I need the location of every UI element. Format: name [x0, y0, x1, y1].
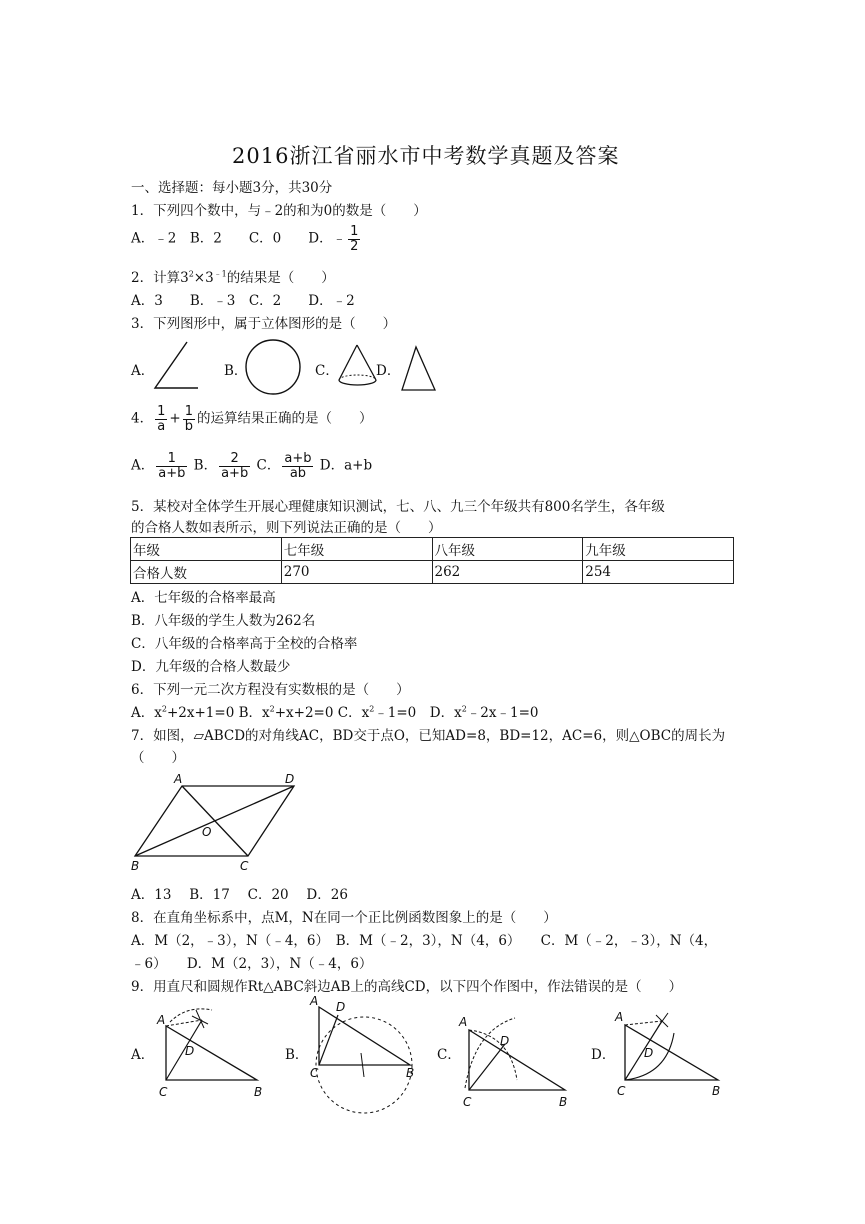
- q4-f2-denominator: b: [184, 418, 193, 434]
- table-cell: 合格人数: [131, 561, 282, 584]
- q9b-label-d: D: [336, 1000, 346, 1014]
- q9d-label-b: B: [712, 1084, 721, 1098]
- table-header-cell: 八年级: [432, 538, 583, 561]
- q8-options-line2: ﹣6） D．M（2，3），N（﹣4，6）: [131, 956, 373, 972]
- q2-exp1: 2: [188, 269, 194, 279]
- table-header-cell: 九年级: [583, 538, 734, 561]
- table-cell: 270: [281, 561, 432, 584]
- q6-opt-part5: ﹣2x﹣1=0: [466, 705, 539, 721]
- table-row: [131, 561, 734, 584]
- q4-c-denominator: ab: [289, 465, 307, 481]
- q4-number: 4．: [131, 410, 154, 427]
- q5-stem-line2: 的合格人数如表所示，则下列说法正确的是（ ）: [131, 520, 442, 536]
- q4-label-a: A．: [131, 457, 155, 474]
- q4-fraction-2: [183, 405, 195, 433]
- q6-stem: 6．下列一元二次方程没有实数根的是（ ）: [131, 682, 410, 698]
- label-a: A: [174, 772, 183, 786]
- q4-options: [131, 452, 372, 480]
- q4-stem: [131, 405, 372, 433]
- q9a-label-c: C: [159, 1085, 168, 1099]
- q4-b-fraction: [219, 452, 250, 480]
- q1-d-denominator: 2: [350, 238, 359, 254]
- q2-stem-a: 2．计算3: [131, 270, 189, 286]
- label-d: D: [285, 772, 295, 786]
- table-cell: 254: [583, 561, 734, 584]
- q9-label-a: A．: [131, 1047, 155, 1063]
- q2-stem-b: ×3: [193, 270, 214, 286]
- q9-label-b: B．: [285, 1047, 309, 1063]
- label-c: C: [240, 859, 249, 873]
- q2-options: A．3 B．﹣3 C．2 D．﹣2: [131, 293, 355, 309]
- q2-exp2: ﹣1: [213, 269, 227, 279]
- q4-c-fraction: [282, 452, 313, 480]
- q5-option-d: D．九年级的合格人数最少: [131, 659, 291, 675]
- construction-figure-c: [455, 1010, 575, 1110]
- cone-figure: [335, 343, 380, 391]
- q6-square-4: 2: [461, 704, 467, 714]
- q9d-label-a: A: [615, 1010, 624, 1024]
- construction-figure-b: [306, 995, 426, 1110]
- q4-label-c: C．: [256, 457, 281, 474]
- q1-d-sign: ﹣: [332, 230, 347, 247]
- q4-a-denominator: a+b: [158, 465, 186, 481]
- table-cell: 262: [432, 561, 583, 584]
- q9-stem: 9．用直尺和圆规作Rt△ABC斜边AB上的高线CD，以下四个作图中，作法错误的是（ ）: [131, 979, 683, 995]
- q5-option-b: B．八年级的学生人数为262名: [131, 613, 316, 629]
- q4-f2-numerator: 1: [184, 404, 193, 419]
- q1-stem: 1．下列四个数中，与﹣2的和为0的数是（ ）: [131, 203, 427, 219]
- q6-options: [131, 701, 539, 721]
- q4-label-b: B．: [193, 457, 218, 474]
- section-heading: 一、选择题：每小题3分，共30分: [131, 180, 333, 196]
- q3-stem: 3．下列图形中，属于立体图形的是（ ）: [131, 316, 397, 332]
- q4-plus: +: [169, 410, 181, 427]
- q3-label-c: C．: [315, 363, 339, 379]
- q8-stem: 8．在直角坐标系中，点M，N在同一个正比例函数图象上的是（ ）: [131, 910, 557, 926]
- q1-options: [131, 225, 362, 253]
- construction-figure-a: [152, 1000, 272, 1100]
- grade-table: [130, 537, 734, 584]
- q6-opt-part1: A．x: [131, 705, 162, 721]
- q7-stem-line1: 7．如图，▱ABCD的对角线AC，BD交于点O，已知AD=8，BD=12，AC=6，则△OBC的周长为: [131, 728, 726, 744]
- label-o: O: [202, 825, 212, 839]
- circle-figure: [243, 338, 303, 396]
- q9-label-d: D．: [591, 1047, 616, 1063]
- q6-square-2: 2: [269, 704, 275, 714]
- q5-stem-line1: 5．某校对全体学生开展心理健康知识测试，七、八、九三个年级共有800名学生，各年级: [131, 499, 665, 515]
- q9a-label-b: B: [254, 1085, 263, 1099]
- q9c-label-b: B: [559, 1095, 568, 1109]
- q4-f1-numerator: 1: [157, 404, 166, 419]
- q9d-label-d: D: [644, 1046, 654, 1060]
- q6-opt-part2: +2x+1=0 B．x: [166, 705, 270, 721]
- q6-opt-part4: ﹣1=0 D．x: [374, 705, 462, 721]
- q5-option-c: C．八年级的合格率高于全校的合格率: [131, 636, 358, 652]
- q1-options-text: A．﹣2 B．2 C．0 D．: [131, 230, 333, 247]
- q9b-label-b: B: [406, 1066, 415, 1080]
- q4-b-denominator: a+b: [221, 465, 249, 481]
- q2-stem-c: 的结果是（ ）: [226, 270, 335, 286]
- q6-square-1: 2: [161, 704, 167, 714]
- q2-stem: [131, 266, 335, 286]
- q4-a-numerator: 1: [156, 452, 187, 467]
- angle-figure: [150, 340, 200, 392]
- q1-d-fraction: [348, 225, 360, 253]
- parallelogram-figure: [128, 768, 308, 878]
- q9-label-c: C．: [437, 1047, 461, 1063]
- q1-d-numerator: 1: [350, 224, 359, 239]
- q9b-label-a: A: [310, 994, 319, 1008]
- q3-label-d: D．: [376, 363, 401, 379]
- q7-options: A．13 B．17 C．20 D．26: [131, 887, 348, 903]
- table-header-cell: 年级: [131, 538, 282, 561]
- q9b-label-c: C: [310, 1066, 319, 1080]
- q3-label-a: A．: [131, 363, 155, 379]
- q4-f1-denominator: a: [157, 418, 166, 434]
- q6-opt-part3: +x+2=0 C．x: [274, 705, 370, 721]
- q4-fraction-1: [155, 405, 167, 433]
- q9d-label-c: C: [617, 1084, 626, 1098]
- q9c-label-c: C: [463, 1095, 472, 1109]
- q6-square-3: 2: [369, 704, 375, 714]
- table-header-row: [131, 538, 734, 561]
- table-header-cell: 七年级: [281, 538, 432, 561]
- q9c-label-a: A: [459, 1015, 468, 1029]
- q4-b-numerator: 2: [219, 452, 250, 467]
- q4-option-d: D．a+b: [319, 457, 373, 474]
- q3-label-b: B．: [224, 363, 248, 379]
- q9a-label-d: D: [185, 1044, 195, 1058]
- q9c-label-d: D: [500, 1034, 510, 1048]
- q4-a-fraction: [156, 452, 187, 480]
- q8-options-line1: A．M（2，﹣3），N（﹣4，6） B．M（﹣2，3），N（4，6） C．M（﹣2，﹣3），N（4，: [131, 933, 718, 949]
- construction-figure-d: [612, 1005, 732, 1105]
- q4-c-numerator: a+b: [284, 451, 312, 466]
- triangle-figure: [400, 345, 440, 393]
- label-b: B: [131, 859, 140, 873]
- q4-stem-text: 的运算结果正确的是（ ）: [196, 410, 373, 427]
- page-title: 2016浙江省丽水市中考数学真题及答案: [232, 144, 620, 168]
- q7-stem-line2: （ ）: [131, 750, 185, 766]
- q5-option-a: A．七年级的合格率最高: [131, 590, 276, 606]
- q9a-label-a: A: [157, 1013, 166, 1027]
